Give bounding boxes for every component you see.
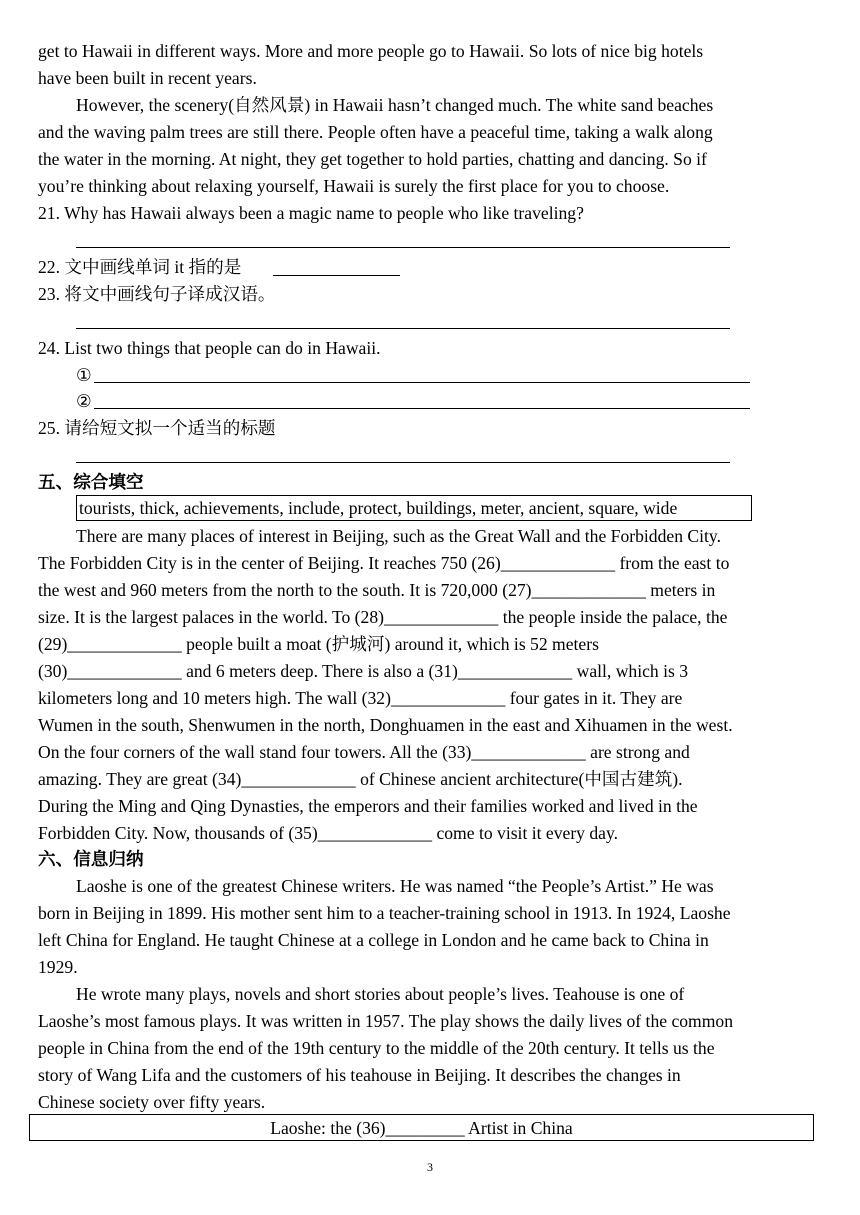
info-line: Chinese society over fifty years. bbox=[38, 1092, 266, 1112]
cloze-line: the west and 960 meters from the north to the south. It is 720,000 (27)_____________ meters in bbox=[38, 580, 716, 600]
cloze-line: (29)_____________ people built a moat (护城河) around it, which is 52 meters bbox=[38, 634, 599, 654]
info-line: Laoshe is one of the greatest Chinese writers. He was named “the People’s Artist.” He was bbox=[76, 876, 714, 896]
circled-number-2: ② bbox=[76, 391, 92, 411]
cloze-line: Wumen in the south, Shenwumen in the north, Donghuamen in the east and Xihuamen in the west. bbox=[38, 715, 733, 735]
answer-line-24-1[interactable] bbox=[94, 382, 750, 383]
cloze-line: There are many places of interest in Beijing, such as the Great Wall and the Forbidden City. bbox=[76, 526, 721, 546]
info-line: left China for England. He taught Chinese at a college in London and he came back to China in bbox=[38, 930, 709, 950]
question-23: 23. 将文中画线句子译成汉语。 bbox=[38, 284, 276, 304]
info-line: Laoshe’s most famous plays. It was written in 1957. The play shows the daily lives of the common bbox=[38, 1011, 734, 1031]
info-table bbox=[29, 1114, 814, 1141]
info-line: He wrote many plays, novels and short stories about people’s lives. Teahouse is one of bbox=[76, 984, 685, 1004]
info-line: 1929. bbox=[38, 957, 78, 977]
reading-line: and the waving palm trees are still there. People often have a peaceful time, taking a walk along bbox=[38, 122, 713, 142]
page-number: 3 bbox=[427, 1160, 433, 1174]
cloze-line: Forbidden City. Now, thousands of (35)_____________ come to visit it every day. bbox=[38, 823, 619, 843]
question-25: 25. 请给短文拟一个适当的标题 bbox=[38, 418, 276, 438]
circled-number-1: ① bbox=[76, 365, 92, 385]
reading-line: get to Hawaii in different ways. More and more people go to Hawaii. So lots of nice big hotels bbox=[38, 41, 704, 61]
cloze-line: On the four corners of the wall stand four towers. All the (33)_____________ are strong and bbox=[38, 742, 690, 762]
question-24: 24. List two things that people can do in Hawaii. bbox=[38, 338, 381, 358]
answer-line-21[interactable] bbox=[76, 247, 730, 248]
cloze-line: During the Ming and Qing Dynasties, the emperors and their families worked and lived in the bbox=[38, 796, 698, 816]
cloze-line: kilometers long and 10 meters high. The wall (32)_____________ four gates in it. They are bbox=[38, 688, 683, 708]
cloze-line: amazing. They are great (34)_____________ of Chinese ancient architecture(中国古建筑). bbox=[38, 769, 683, 789]
answer-line-22[interactable] bbox=[273, 275, 400, 276]
question-22: 22. 文中画线单词 it 指的是 bbox=[38, 257, 242, 277]
cloze-line: (30)_____________ and 6 meters deep. There is also a (31)_____________ wall, which is 3 bbox=[38, 661, 689, 681]
reading-line: the water in the morning. At night, they get together to hold parties, chatting and dancing. So if bbox=[38, 149, 707, 169]
section-6-heading: 六、信息归纳 bbox=[38, 849, 144, 869]
answer-line-25[interactable] bbox=[76, 462, 730, 463]
info-line: born in Beijing in 1899. His mother sent him to a teacher-training school in 1913. In 1924, Laoshe bbox=[38, 903, 731, 923]
reading-line: you’re thinking about relaxing yourself, Hawaii is surely the first place for you to choose. bbox=[38, 176, 670, 196]
question-21: 21. Why has Hawaii always been a magic name to people who like traveling? bbox=[38, 203, 584, 223]
info-line: people in China from the end of the 19th century to the middle of the 20th century. It tells us the bbox=[38, 1038, 715, 1058]
cloze-line: size. It is the largest palaces in the world. To (28)_____________ the people inside the palace, the bbox=[38, 607, 728, 627]
answer-line-23[interactable] bbox=[76, 328, 730, 329]
section-5-heading: 五、综合填空 bbox=[38, 472, 144, 492]
answer-line-24-2[interactable] bbox=[94, 408, 750, 409]
reading-line: However, the scenery(自然风景) in Hawaii hasn’t changed much. The white sand beaches bbox=[76, 95, 714, 115]
word-bank-text: tourists, thick, achievements, include, protect, buildings, meter, ancient, square, wide bbox=[79, 498, 678, 518]
cloze-line: The Forbidden City is in the center of Beijing. It reaches 750 (26)_____________ from the east to bbox=[38, 553, 730, 573]
reading-line: have been built in recent years. bbox=[38, 68, 257, 88]
word-bank-box bbox=[76, 495, 752, 521]
info-table-row[interactable]: Laoshe: the (36)_________ Artist in China bbox=[270, 1118, 573, 1138]
info-line: story of Wang Lifa and the customers of his teahouse in Beijing. It describes the changes in bbox=[38, 1065, 681, 1085]
